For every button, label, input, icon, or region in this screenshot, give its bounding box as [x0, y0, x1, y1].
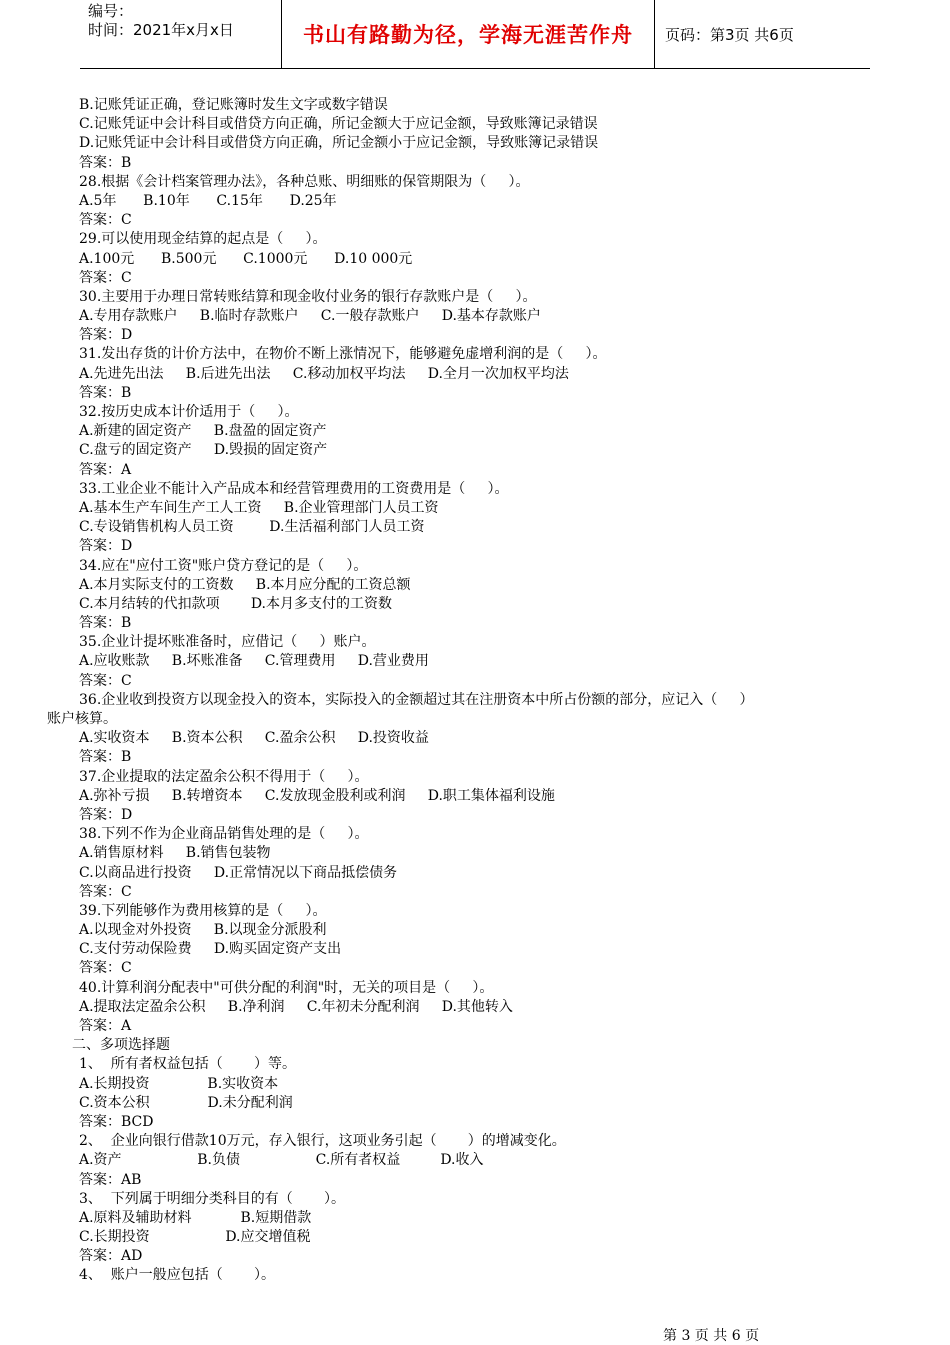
text-line: 34.应在"应付工资"账户贷方登记的是（ ）。: [79, 557, 368, 574]
text-line: 答案：C: [79, 883, 132, 900]
text-line: 答案：C: [79, 960, 132, 977]
text-line: 1、 所有者权益包括（ ）等。: [79, 1056, 296, 1073]
text-line: A.100元 B.500元 C.1000元 D.10 000元: [79, 250, 413, 267]
text-line: A.基本生产车间生产工人工资 B.企业管理部门人员工资: [79, 499, 439, 516]
text-line: C.以商品进行投资 D.正常情况以下商品抵偿债务: [79, 864, 398, 881]
text-line: 35.企业计提坏账准备时，应借记（ ）账户。: [79, 634, 376, 651]
text-line: 38.下列不作为企业商品销售处理的是（ ）。: [79, 826, 369, 843]
text-line: 2、 企业向银行借款10万元，存入银行，这项业务引起（ ）的增减变化。: [79, 1133, 566, 1150]
text-line: A.先进先出法 B.后进先出法 C.移动加权平均法 D.全月一次加权平均法: [79, 365, 569, 382]
document-body: [0, 96, 950, 1286]
text-line: 30.主要用于办理日常转账结算和现金收付业务的银行存款账户是（ ）。: [79, 288, 537, 305]
text-line: 答案：D: [79, 327, 133, 344]
text-line: A.本月实际支付的工资数 B.本月应分配的工资总额: [79, 576, 411, 593]
text-line: C.支付劳动保险费 D.购买固定资产支出: [79, 941, 342, 958]
text-line: A.提取法定盈余公积 B.净利润 C.年初未分配利润 D.其他转入: [79, 998, 513, 1015]
document-number-label: 编号：: [88, 2, 134, 20]
page-footer: 第 3 页 共 6 页: [663, 1328, 760, 1344]
text-line: A.新建的固定资产 B.盘盈的固定资产: [79, 423, 327, 440]
text-line: C.资本公积 D.未分配利润: [79, 1094, 293, 1111]
text-line: 答案：B: [79, 384, 132, 401]
text-line: B.记账凭证正确，登记账簿时发生文字或数字错误: [79, 97, 388, 113]
text-line: 39.下列能够作为费用核算的是（ ）。: [79, 902, 327, 919]
text-line: A.资产 B.负债 C.所有者权益 D.收入: [79, 1152, 484, 1169]
text-line: 40.计算利润分配表中"可供分配的利润"时，无关的项目是（ ）。: [79, 979, 494, 996]
text-line: C.专设销售机构人员工资 D.生活福利部门人员工资: [79, 519, 425, 536]
text-line: 账户核算。: [47, 711, 117, 727]
text-line: 答案：D: [79, 538, 133, 555]
text-line: 答案：C: [79, 269, 132, 286]
text-line: D.记账凭证中会计科目或借贷方向正确，所记金额小于应记金额，导致账簿记录错误: [79, 135, 599, 152]
text-line: 答案：C: [79, 672, 132, 689]
text-line: 答案：B: [79, 615, 132, 632]
text-line: 答案：C: [79, 212, 132, 229]
text-line: 37.企业提取的法定盈余公积不得用于（ ）。: [79, 768, 369, 785]
text-line: 32.按历史成本计价适用于（ ）。: [79, 404, 299, 420]
text-line: 答案：AB: [79, 1171, 142, 1188]
text-line: C.盘亏的固定资产 D.毁损的固定资产: [79, 442, 328, 459]
header-page-label: 页码：第3页 共6页: [665, 25, 794, 44]
text-line: C.记账凭证中会计科目或借贷方向正确，所记金额大于应记金额，导致账簿记录错误: [79, 116, 598, 133]
text-line: 答案：A: [79, 461, 132, 478]
text-line: 28.根据《会计档案管理办法》，各种总账、明细账的保管期限为（ ）。: [79, 173, 530, 190]
text-line: A.原料及辅助材料 B.短期借款: [79, 1209, 312, 1226]
text-line: A.实收资本 B.资本公积 C.盈余公积 D.投资收益: [79, 730, 429, 747]
text-line: A.专用存款账户 B.临时存款账户 C.一般存款账户 D.基本存款账户: [79, 308, 541, 325]
text-line: A.应收账款 B.坏账准备 C.管理费用 D.营业费用: [79, 653, 429, 670]
text-line: 答案：BCD: [79, 1113, 154, 1130]
text-line: A.弥补亏损 B.转增资本 C.发放现金股利或利润 D.职工集体福利设施: [79, 787, 555, 804]
text-line: A.长期投资 B.实收资本: [79, 1075, 279, 1092]
text-line: 二、多项选择题: [72, 1037, 170, 1054]
text-line: 33.工业企业不能计入产品成本和经营管理费用的工资费用是（ ）。: [79, 480, 509, 497]
header-meta: [80, 0, 282, 68]
text-line: C.长期投资 D.应交增值税: [79, 1229, 311, 1246]
text-line: C.本月结转的代扣款项 D.本月多支付的工资数: [79, 595, 392, 612]
text-line: 4、 账户一般应包括（ ）。: [79, 1267, 275, 1284]
text-line: 31.发出存货的计价方法中，在物价不断上涨情况下，能够避免虚增利润的是（ ）。: [79, 346, 607, 363]
text-line: A.以现金对外投资 B.以现金分派股利: [79, 922, 327, 939]
text-line: 36.企业收到投资方以现金投入的资本，实际投入的金额超过其在注册资本中所占份额的部分，应记入（ ）: [79, 691, 754, 708]
text-line: 答案：A: [79, 1018, 132, 1034]
text-line: 答案：B: [79, 154, 132, 171]
text-line: 答案：B: [79, 749, 132, 766]
document-time-label: 时间：2021年x月x日: [88, 21, 234, 39]
header-motto: 书山有路勤为径，学海无涯苦作舟: [282, 0, 655, 68]
text-line: 29.可以使用现金结算的起点是（ ）。: [79, 231, 327, 248]
text-line: 答案：AD: [79, 1248, 143, 1265]
text-line: A.5年 B.10年 C.15年 D.25年: [79, 192, 337, 209]
page-header: [80, 0, 870, 69]
text-line: 3、 下列属于明细分类科目的有（ ）。: [79, 1190, 345, 1207]
text-line: 答案：D: [79, 806, 133, 823]
text-line: A.销售原材料 B.销售包装物: [79, 845, 271, 862]
